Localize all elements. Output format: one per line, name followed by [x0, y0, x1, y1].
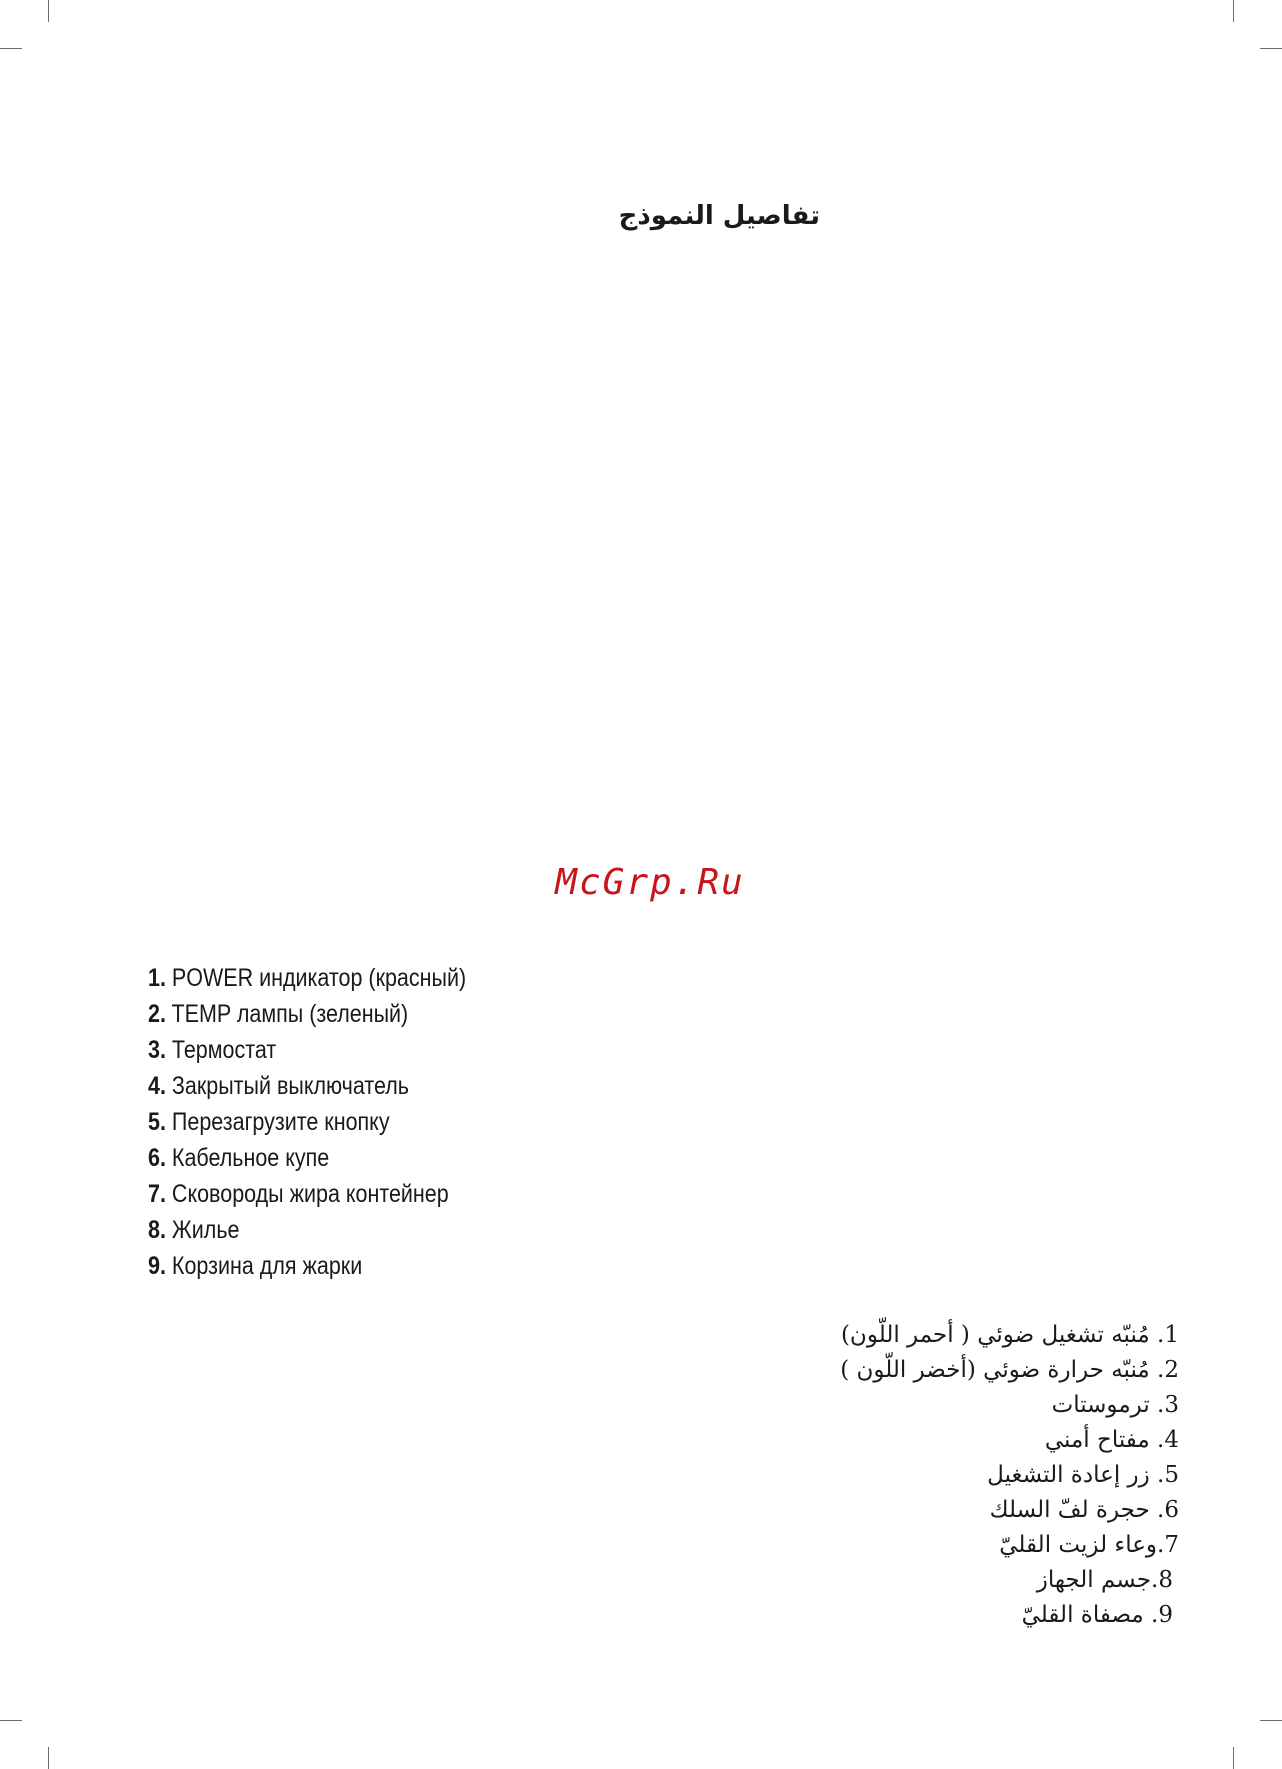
arabic-parts-list [840, 1318, 1179, 1633]
list-item: 1. POWER индикатор (красный) [148, 964, 467, 992]
crop-mark-bottom-right [1233, 1747, 1234, 1769]
list-item: 1. مُنبّه تشغيل ضوئي ( أحمر اللّون) [840, 1322, 1179, 1348]
crop-mark-bottom-left [48, 1747, 49, 1769]
russian-parts-list [148, 960, 518, 1284]
list-item: 4. Закрытый выключатель [148, 1072, 409, 1100]
crop-mark-top-left [48, 0, 49, 22]
crop-mark-bottom-right-h [1260, 1720, 1282, 1721]
list-item: 3. ترموستات [1051, 1392, 1179, 1418]
list-item: 2. TEMP лампы (зеленый) [148, 1000, 409, 1028]
list-item: 2. مُنبّه حرارة ضوئي (أخضر اللّون ) [840, 1357, 1179, 1383]
crop-mark-top-right-h [1260, 48, 1282, 49]
crop-mark-bottom-left-h [0, 1720, 22, 1721]
list-item: 7.وعاء لزيت القليّ [999, 1532, 1179, 1558]
list-item: 8.جسم الجهاز [1036, 1567, 1173, 1593]
list-item: 7. Сковороды жира контейнер [148, 1180, 449, 1208]
list-item: 6. حجرة لفّ السلك [989, 1497, 1179, 1523]
crop-mark-top-right [1233, 0, 1234, 22]
list-item: 4. مفتاح أمني [1044, 1427, 1179, 1453]
list-item: 5. Перезагрузите кнопку [148, 1108, 390, 1136]
list-item: 6. Кабельное купе [148, 1144, 330, 1172]
list-item: 5. زر إعادة التشغيل [987, 1462, 1179, 1488]
page-title-arabic: تفاصيل النموذج [618, 201, 820, 231]
crop-mark-top-left-h [0, 48, 22, 49]
list-item: 8. Жилье [148, 1216, 240, 1244]
list-item: 9. مصفاة القليّ [1021, 1602, 1173, 1628]
list-item: 9. Корзина для жарки [148, 1252, 363, 1280]
list-item: 3. Термостат [148, 1036, 277, 1064]
watermark: McGrp.Ru [555, 862, 745, 903]
